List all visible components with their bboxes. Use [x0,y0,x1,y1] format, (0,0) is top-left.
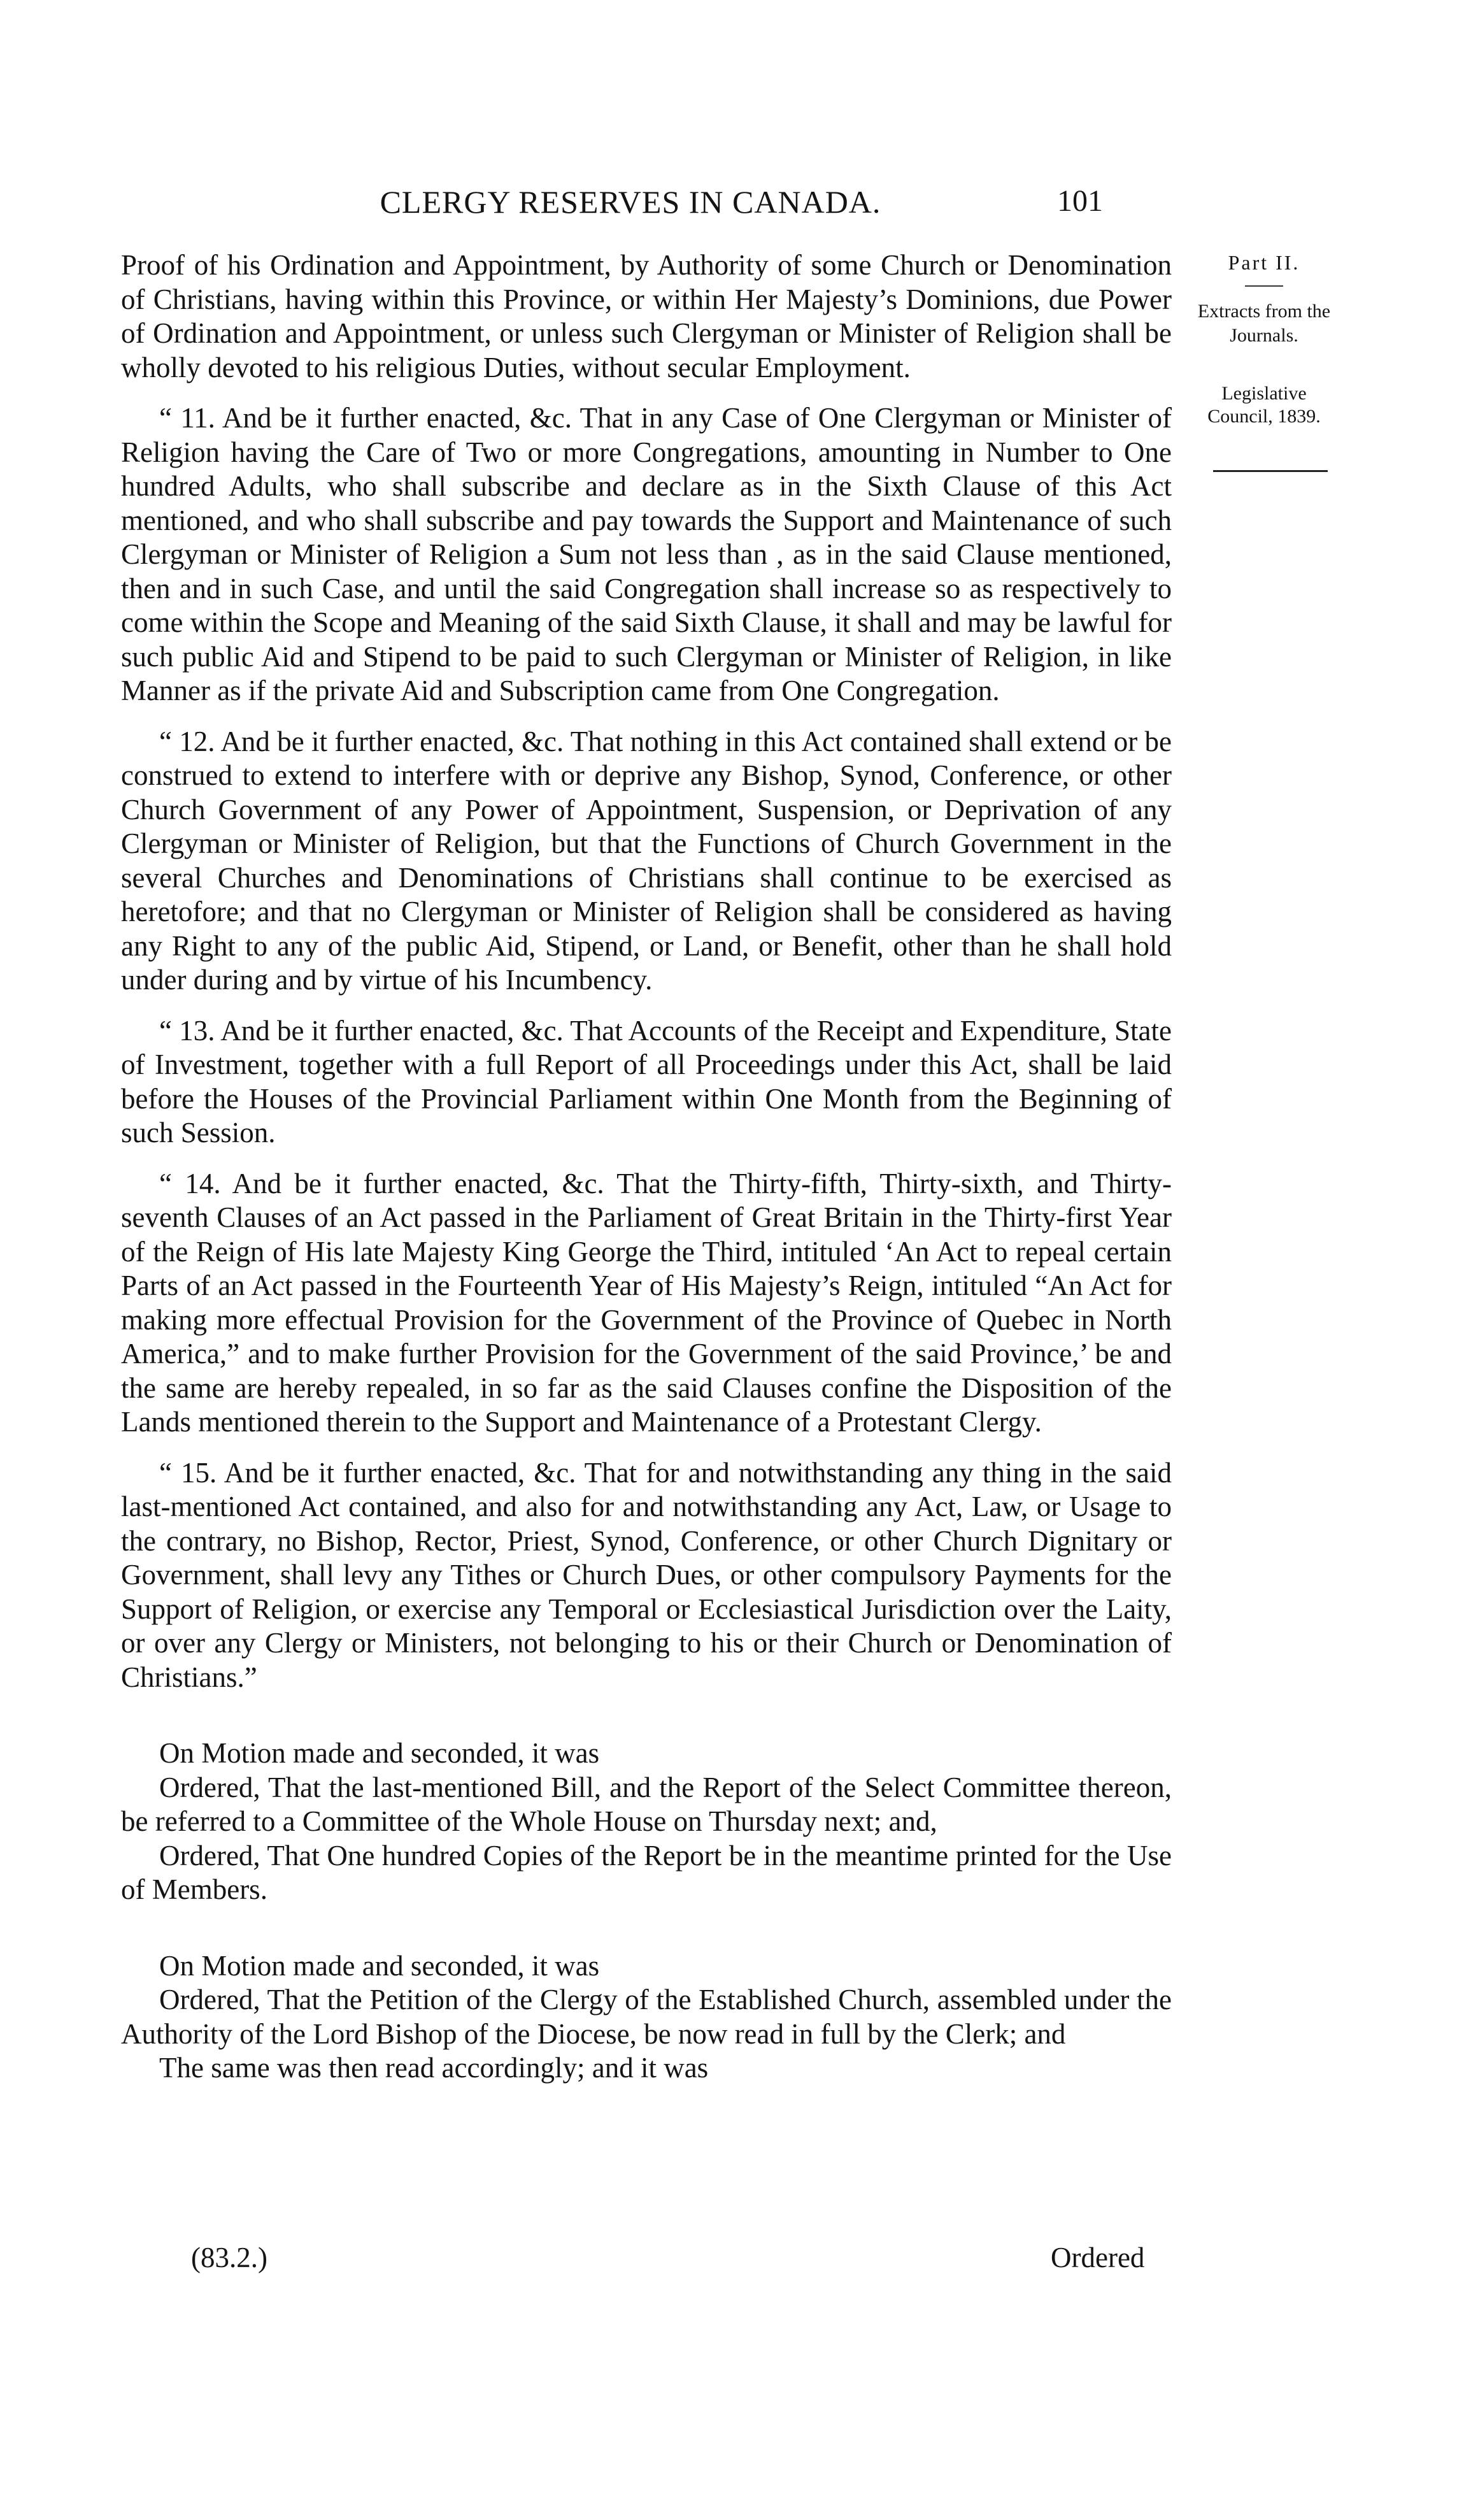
order-referral: Ordered, That the last-mentioned Bill, and the Report of the Select Committee thereon, be referred to a Committee of the Whole House on Thursday next; and, [121,1771,1172,1837]
main-text [121,248,1172,2086]
margin-note-part: Part II. [1228,251,1300,274]
order-petition: Ordered, That the Petition of the Clergy of the Established Church, assembled under the Authority of the Lord Bishop of the Diocese, be now read in full by the Clerk; and [121,1984,1172,2050]
signature-mark: (83.2.) [191,2242,267,2273]
clause-13: “ 13. And be it further enacted, &c. That Accounts of the Receipt and Expenditure, State of Investment, together with a full Report of all Proceedings under this Act, shall be laid before the Houses of the Provincial Parliament within One Month from the Beginning of such Session. [121,1014,1172,1149]
clause-15: “ 15. And be it further enacted, &c. That for and notwithstanding any thing in the said last-mentioned Act contained, and also for and notwithstanding any Act, Law, or Usage to the contrary, no Bishop, Rector, Priest, Synod, Conference, or other Church Dignitary or Government, shall levy any Tithes or Church Dues, or other compulsory Payments for the Support of Religion, or exercise any Temporal or Ecclesiastical Jurisdiction over the Laity, or over any Clergy or Ministers, not belonging to his or their Church or Denomination of Christians.” [121,1456,1172,1693]
running-title: CLERGY RESERVES IN CANADA. [380,184,881,220]
paragraph-continuation: Proof of his Ordination and Appointment, by Authority of some Church or Denomination of Christians, having within this Province, or within Her Majesty’s Dominions, due Power of Ordination and Appointment, or unless such Clergyman or Minister of Religion shall be wholly devoted to his religious Duties, without secular Employment. [121,249,1172,383]
margin-note-extracts: Extracts from the Journals. [1197,301,1331,346]
margin-rule [1213,470,1328,472]
order-printing: Ordered, That One hundred Copies of the Report be in the meantime printed for the Use of Members. [121,1839,1172,1905]
margin-note-council: Legislative Council, 1839. [1207,383,1321,427]
clause-14: “ 14. And be it further enacted, &c. That the Thirty-fifth, Thirty-sixth, and Thirty-seventh Clauses of an Act passed in the Parliament of Great Britain in the Thirty-first Year of the Reign of His late Majesty King George the Third, intituled ‘An Act to repeal certain Parts of an Act passed in the Fourteenth Year of His Majesty’s Reign, intituled “An Act for making more effectual Provision for the Government of the Province of Quebec in North America,” and to make further Provision for the Government of the said Province,’ be and the same are hereby repealed, in so far as the said Clauses confine the Disposition of the Lands mentioned therein to the Support and Maintenance of a Protestant Clergy. [121,1167,1172,1438]
clause-11: “ 11. And be it further enacted, &c. That in any Case of One Clergyman or Minister of Religion having the Care of Two or more Congregations, amounting in Number to One hundred Adults, who shall subscribe and declare as in the Sixth Clause of this Act mentioned, and who shall subscribe and pay towards the Support and Maintenance of such Clergyman or Minister of Religion a Sum not less than , as in the said Clause mentioned, then and in such Case, and until the said Congregation shall increase so as respectively to come within the Scope and Meaning of the said Sixth Clause, it shall and may be lawful for such public Aid and Stipend to be paid to such Clergyman or Minister of Religion, in like Manner as if the private Aid and Subscription came from One Congregation. [121,402,1172,706]
reading-line: The same was then read accordingly; and it was [159,2052,709,2084]
margin-rule [1245,285,1283,287]
spacer [121,1711,1172,1736]
spacer [121,1924,1172,1949]
page-number: 101 [1057,184,1103,218]
motion-line: On Motion made and seconded, it was [159,1949,600,1982]
clause-12: “ 12. And be it further enacted, &c. That nothing in this Act contained shall extend or be construed to extend to interfere with or deprive any Bishop, Synod, Conference, or other Church Government of any Power of Appointment, Suspension, or Deprivation of any Clergyman or Minister of Religion, but that the Functions of Church Government in the several Churches and Denominations of Christians shall continue to be exercised as heretofore; and that no Clergyman or Minister of Religion shall be considered as having any Right to any of the public Aid, Stipend, or Land, or Benefit, other than he shall hold under during and by virtue of his Incumbency. [121,725,1172,996]
catchword: Ordered [1051,2242,1145,2273]
motion-line: On Motion made and seconded, it was [159,1737,600,1769]
